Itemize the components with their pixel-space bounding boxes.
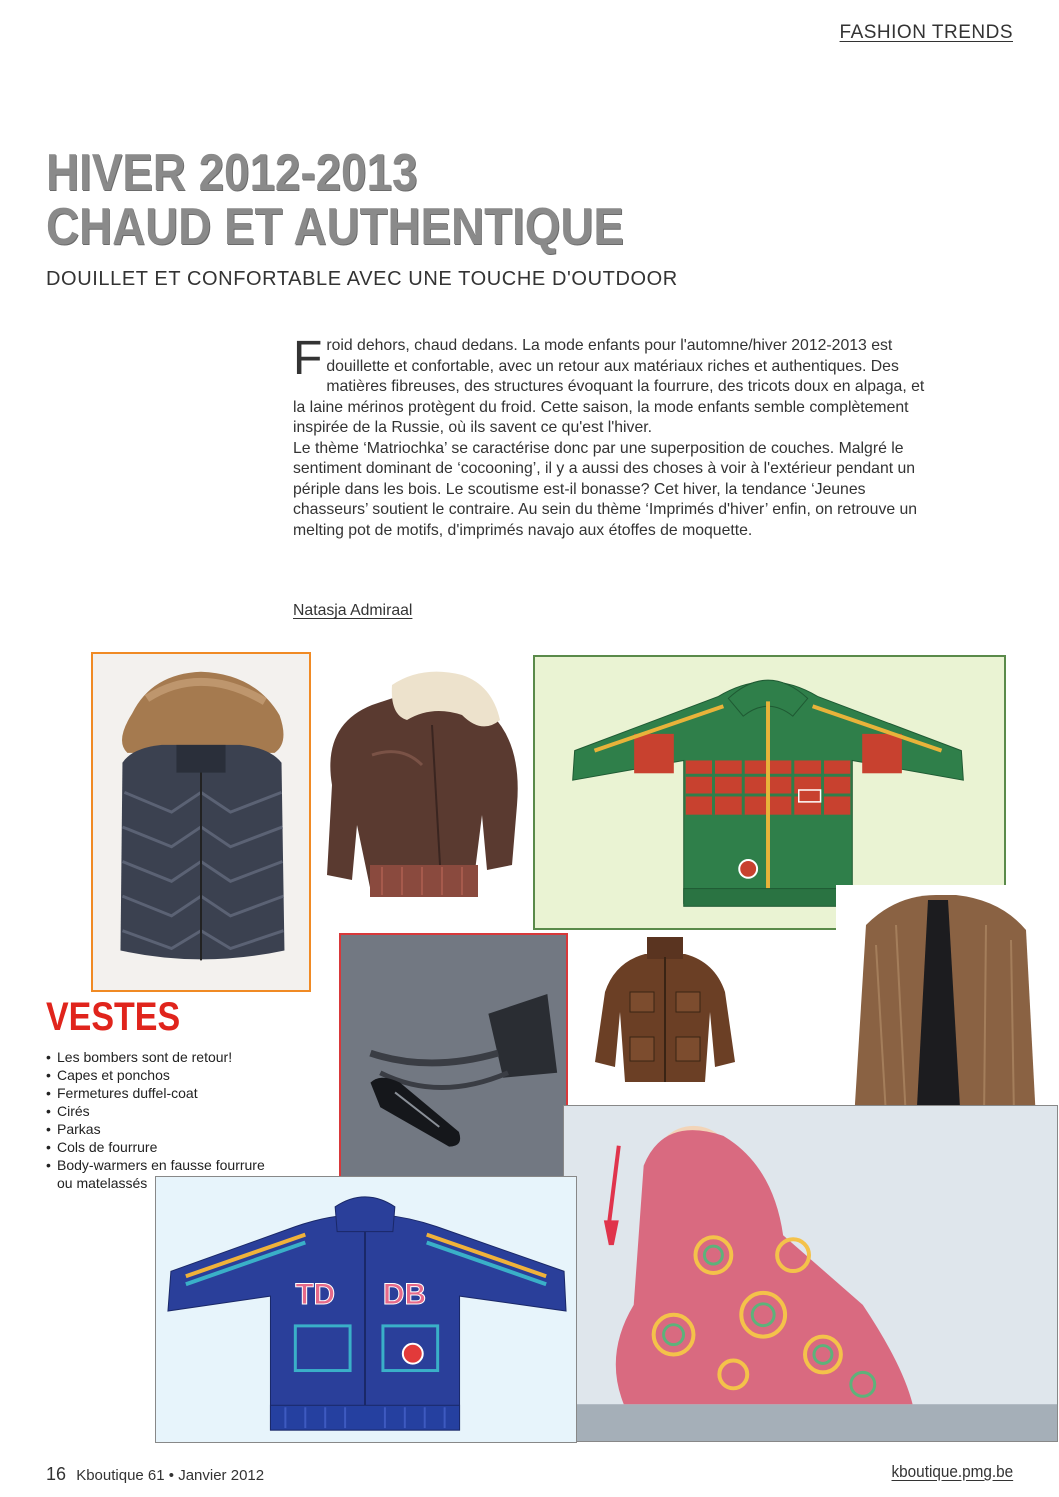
photo-wool-toggle [339,933,568,1184]
title-line-2: CHAUD ET AUTHENTIQUE [46,198,624,256]
article-subtitle: DOUILLET ET CONFORTABLE AVEC UNE TOUCHE D'OUTDOOR [46,268,678,290]
page-number: 16 [46,1464,67,1484]
section-label: FASHION TRENDS [839,22,1013,43]
list-item: • Body-warmers en fausse fourrure [46,1156,265,1174]
photo-brown-parka [585,932,745,1092]
blue-jacket-letters-right: DB [382,1278,427,1312]
title-line-1: HIVER 2012-2013 [46,144,418,202]
photo-quilted-vest [91,652,311,992]
author-byline: Natasja Admiraal [293,602,413,619]
issue-info: Kboutique 61 • Janvier 2012 [76,1467,265,1484]
list-item-continuation: ou matelassés [57,1175,148,1191]
footer-left [46,1464,264,1485]
intro-paragraph-1: roid dehors, chaud dedans. La mode enfants pour l'automne/hiver 2012-2013 est douillette et confortable, avec un retour aux matériaux riches et authentiques. Des matières fibreuses, des structures évoquant la fourrure, des tricots doux en alpaga, et la laine mérinos protègent du froid. Cette saison, la mode enfants semble complètement inspirée de la Russie, où ils savent ce qu'est l'hiver. [293,337,925,436]
vestes-heading: VESTES [46,995,181,1039]
list-item: • Les bombers sont de retour! [46,1048,265,1066]
article-intro [293,332,933,541]
vestes-list [46,1048,265,1192]
photo-leather-bomber [312,665,530,915]
blue-jacket-letters-left: TD [295,1278,336,1312]
list-item: • Cols de fourrure [46,1138,265,1156]
illustration-blue-jacket [155,1176,577,1443]
drop-cap: F [293,332,323,385]
article-title [46,146,624,254]
website-link[interactable]: kboutique.pmg.be [891,1462,1013,1481]
list-item: • Capes et ponchos [46,1066,265,1084]
photo-printed-poncho [563,1105,1058,1442]
list-item: • Parkas [46,1120,265,1138]
list-item: • Fermetures duffel-coat [46,1084,265,1102]
intro-paragraph-2: Le thème ‘Matriochka’ se caractérise donc par une superposition de couches. Malgré le sentiment dominant de ‘cocooning’, il y a aussi des choses à voir à l'extérieur pendant un périple dans les bois. Le scoutisme est-il bonasse? Cet hiver, la tendance ‘Jeunes chasseurs’ soutient le contraire. Au sein du thème ‘Imprimés d'hiver’ enfin, on retrouve un melting pot de motifs, d'imprimés navajo aux étoffes de moquette. [293,439,918,539]
list-item: • Cirés [46,1102,265,1120]
